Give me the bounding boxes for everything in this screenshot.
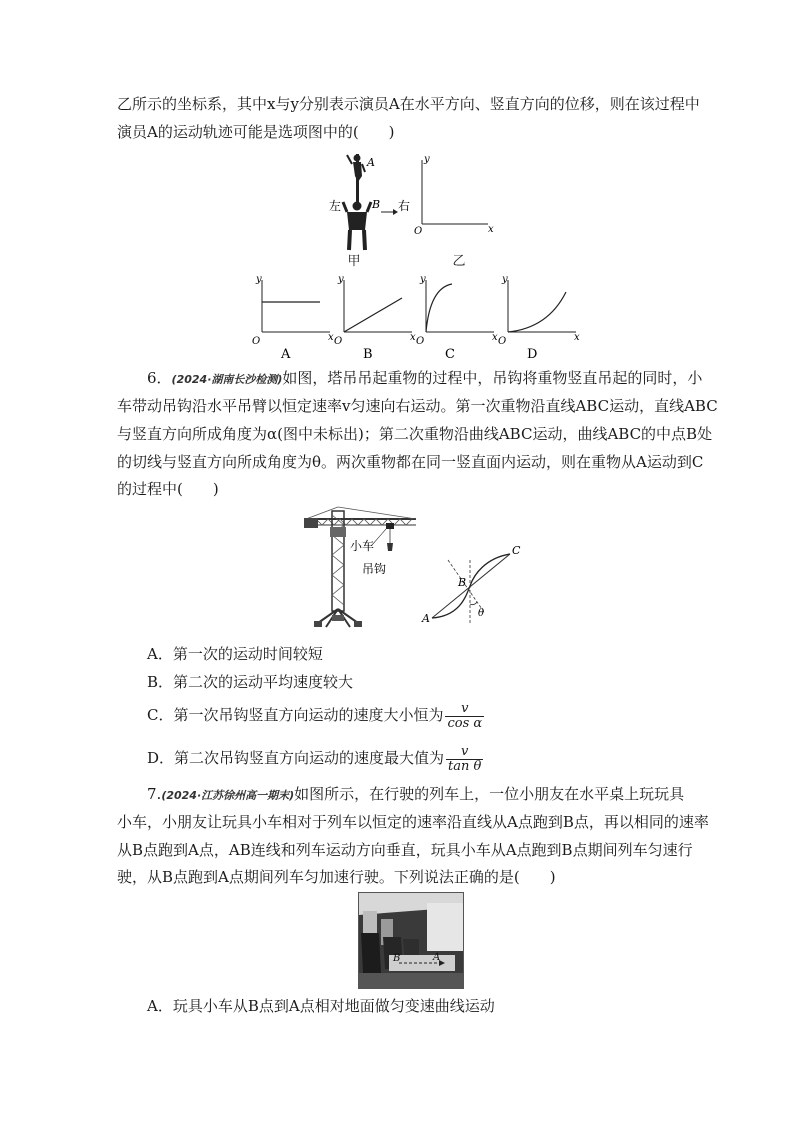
q6-text-line-3: 与竖直方向所成角度为α(图中未标出)；第二次重物沿曲线ABC运动，曲线ABC的中点B处: [117, 425, 713, 443]
train-interior-photo: [358, 892, 464, 989]
crane-figure: [296, 505, 426, 633]
option-label: C: [445, 347, 455, 362]
option-curve: [508, 292, 566, 332]
q6-choice-c-fraction: $\frac{v}{\text{cos α}}$: [447, 700, 483, 731]
crane-hook-label: 吊钩: [362, 562, 387, 576]
path-label-b: B: [458, 576, 467, 589]
q7-line1: 如图所示，在行驶的列车上，一位小朋友在水平桌上玩玩具: [294, 785, 685, 803]
q5-text-line-1: 乙所示的坐标系，其中x与y分别表示演员A在水平方向、竖直方向的位移，则在该过程中: [117, 95, 700, 113]
photo-label-b: B: [393, 953, 401, 964]
q6-text-line-2: 车带动吊钩沿水平吊臂以恒定速率v匀速向右运动。第一次重物沿直线ABC运动，直线ABC: [117, 397, 718, 415]
q7-number: 7.: [147, 785, 162, 803]
option-label: B: [363, 347, 373, 362]
jia-label-a: A: [367, 156, 375, 169]
q6-choice-c-text: C．第一次吊钩竖直方向运动的速度大小恒为: [147, 706, 444, 724]
option-x-label: x: [574, 332, 580, 343]
option-label: A: [281, 347, 291, 362]
option-graph-a: [252, 274, 334, 362]
q6-source: (2024·湖南长沙检测): [171, 373, 283, 386]
option-curve: [426, 284, 452, 332]
figure-jia-caption: 甲: [347, 254, 361, 269]
option-x-label: x: [328, 332, 334, 343]
path-label-a: A: [422, 612, 430, 625]
yi-origin-label: O: [414, 226, 423, 237]
q6-choice-a: A．第一次的运动时间较短: [147, 645, 323, 663]
option-graph-d: [498, 274, 580, 362]
option-x-label: x: [492, 332, 498, 343]
jia-label-b: B: [372, 198, 381, 211]
q5-text-line-2: 演员A的运动轨迹可能是选项图中的( ): [117, 123, 395, 141]
jia-label-left: 左: [329, 199, 342, 213]
q6-text-line-5: 的过程中( ): [117, 480, 219, 498]
yi-x-label: x: [488, 224, 494, 235]
q5-option-graphs: [250, 272, 590, 362]
q6-text-line-1: [147, 368, 702, 390]
q6-choice-c: [147, 698, 484, 732]
option-curve: [344, 298, 402, 332]
option-graph-c: [416, 274, 498, 362]
figure-jia-acrobat: [325, 150, 415, 260]
photo-label-a: A: [433, 952, 441, 963]
abc-path-figure: [420, 540, 530, 628]
option-x-label: x: [410, 332, 416, 343]
q6-line1: 如图，塔吊吊起重物的过程中，吊钩将重物竖直吊起的同时，小: [282, 369, 703, 387]
path-label-theta: θ: [478, 608, 485, 619]
yi-y-label: y: [424, 154, 430, 165]
q6-text-line-4: 的切线与竖直方向所成角度为θ。两次重物都在同一竖直面内运动，则在重物从A运动到C: [117, 453, 704, 471]
q7-text-line-2: 小车，小朋友让玩具小车相对于列车以恒定的速率沿直线从A点跑到B点，再以相同的速率: [117, 813, 709, 831]
straight-path-ac: [432, 554, 510, 618]
q7-text-line-4: 驶，从B点跑到A点期间列车匀加速行驶。下列说法正确的是( ): [117, 868, 556, 886]
q7-choice-a: A．玩具小车从B点到A点相对地面做匀变速曲线运动: [147, 997, 495, 1015]
option-y-label: y: [420, 274, 426, 285]
q6-choice-d: [147, 741, 483, 775]
option-y-label: y: [256, 274, 262, 285]
q6-choice-b: B．第二次的运动平均速度较大: [147, 673, 354, 691]
q6-choice-d-text: D．第二次吊钩竖直方向运动的速度最大值为: [147, 749, 445, 767]
option-origin-label: O: [252, 336, 261, 347]
q7-text-line-1: [147, 784, 684, 806]
q7-source: (2024·江苏徐州高一期末): [161, 789, 295, 802]
figure-yi-axes: [410, 152, 500, 237]
option-y-label: y: [502, 274, 508, 285]
option-origin-label: O: [498, 336, 507, 347]
jia-label-right: 右: [398, 199, 411, 213]
option-y-label: y: [338, 274, 344, 285]
option-origin-label: O: [416, 336, 425, 347]
option-graph-b: [334, 274, 416, 362]
option-label: D: [527, 347, 538, 362]
q7-text-line-3: 从B点跑到A点，AB连线和列车运动方向垂直，玩具小车从A点跑到B点期间列车匀速行: [117, 841, 693, 859]
q6-number: 6．: [147, 369, 172, 387]
figure-yi-caption: 乙: [452, 254, 466, 269]
crane-cart-label: 小车: [350, 539, 375, 553]
path-label-c: C: [512, 544, 521, 557]
q6-choice-d-fraction: $\frac{v}{\text{tan θ}}$: [448, 743, 482, 774]
option-origin-label: O: [334, 336, 343, 347]
